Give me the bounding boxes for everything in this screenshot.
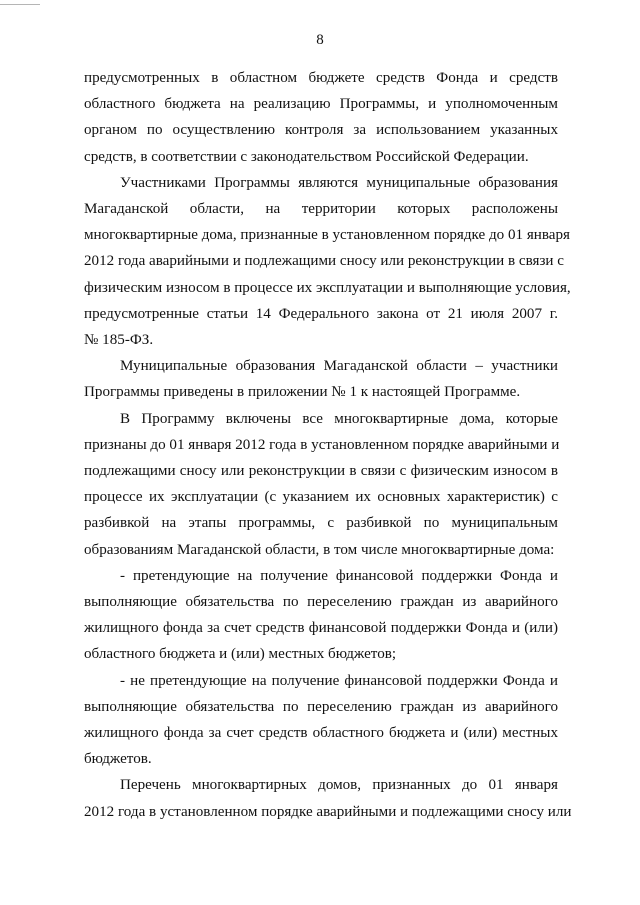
text-line: предусмотренные статьи 14 Федерального закона от 21 июля 2007 г. [84,305,558,322]
paragraph-3 [84,353,558,405]
text-line: жилищного фонда за счет средств финансовой поддержки Фонда и (или) [84,620,558,637]
text-line: признаны до 01 января 2012 года в установленном порядке аварийными и [84,436,560,453]
text-line: предусмотренных в областном бюджете средств Фонда и средств [84,70,558,86]
document-body [84,65,572,825]
text-line: - претендующие на получение финансовой поддержки Фонда и [120,567,558,584]
text-line: процессе их эксплуатации (с указанием их основных характеристик) с [84,489,558,506]
text-line: подлежащими сносу или реконструкции в связи с физическим износом в [84,463,558,480]
text-line: Перечень многоквартирных домов, признанных до 01 января [120,777,558,794]
text-line: Участниками Программы являются муниципальные образования [120,174,558,191]
page-number: 8 [316,32,324,48]
text-line: образованиям Магаданской области, в том числе многоквартирные дома: [84,541,555,558]
text-line: многоквартирные дома, признанные в установленном порядке до 01 января [84,227,570,244]
paragraph-1 [84,65,558,170]
text-line: 2012 года в установленном порядке аварийными и подлежащими сносу или [84,803,572,820]
text-line: Муниципальные образования Магаданской области – участники [120,358,558,375]
text-line: Программы приведены в приложении № 1 к настоящей Программе. [84,384,521,401]
text-line: физическим износом в процессе их эксплуатации и выполняющие условия, [84,279,571,296]
text-line: органом по осуществлению контроля за использованием указанных [84,122,558,139]
paragraph-6 [84,668,558,773]
text-line: выполняющие обязательства по переселению граждан из аварийного [84,698,558,715]
text-line: областного бюджета на реализацию Программы, и уполномоченным [84,96,558,113]
text-line: выполняющие обязательства по переселению граждан из аварийного [84,594,558,611]
scan-corner-mark [0,0,40,5]
text-line: областного бюджета и (или) местных бюджетов; [84,646,397,663]
paragraph-4 [84,406,558,563]
paragraph-2 [84,170,571,353]
text-line: - не претендующие на получение финансовой поддержки Фонда и [120,672,558,689]
text-line: 2012 года аварийными и подлежащими сносу или реконструкции в связи с [84,253,564,270]
text-line: бюджетов. [84,751,152,768]
text-line: жилищного фонда за счет средств областного бюджета и (или) местных [84,725,558,742]
text-line: средств, в соответствии с законодательством Российской Федерации. [84,148,529,165]
text-line: разбивкой на этапы программы, с разбивкой по муниципальным [84,515,558,532]
paragraph-7 [84,772,572,824]
text-line: Магаданской области, на территории которых расположены [84,201,558,218]
text-line: № 185-ФЗ. [84,332,154,349]
paragraph-5 [84,563,558,668]
text-line: В Программу включены все многоквартирные дома, которые [120,410,558,427]
